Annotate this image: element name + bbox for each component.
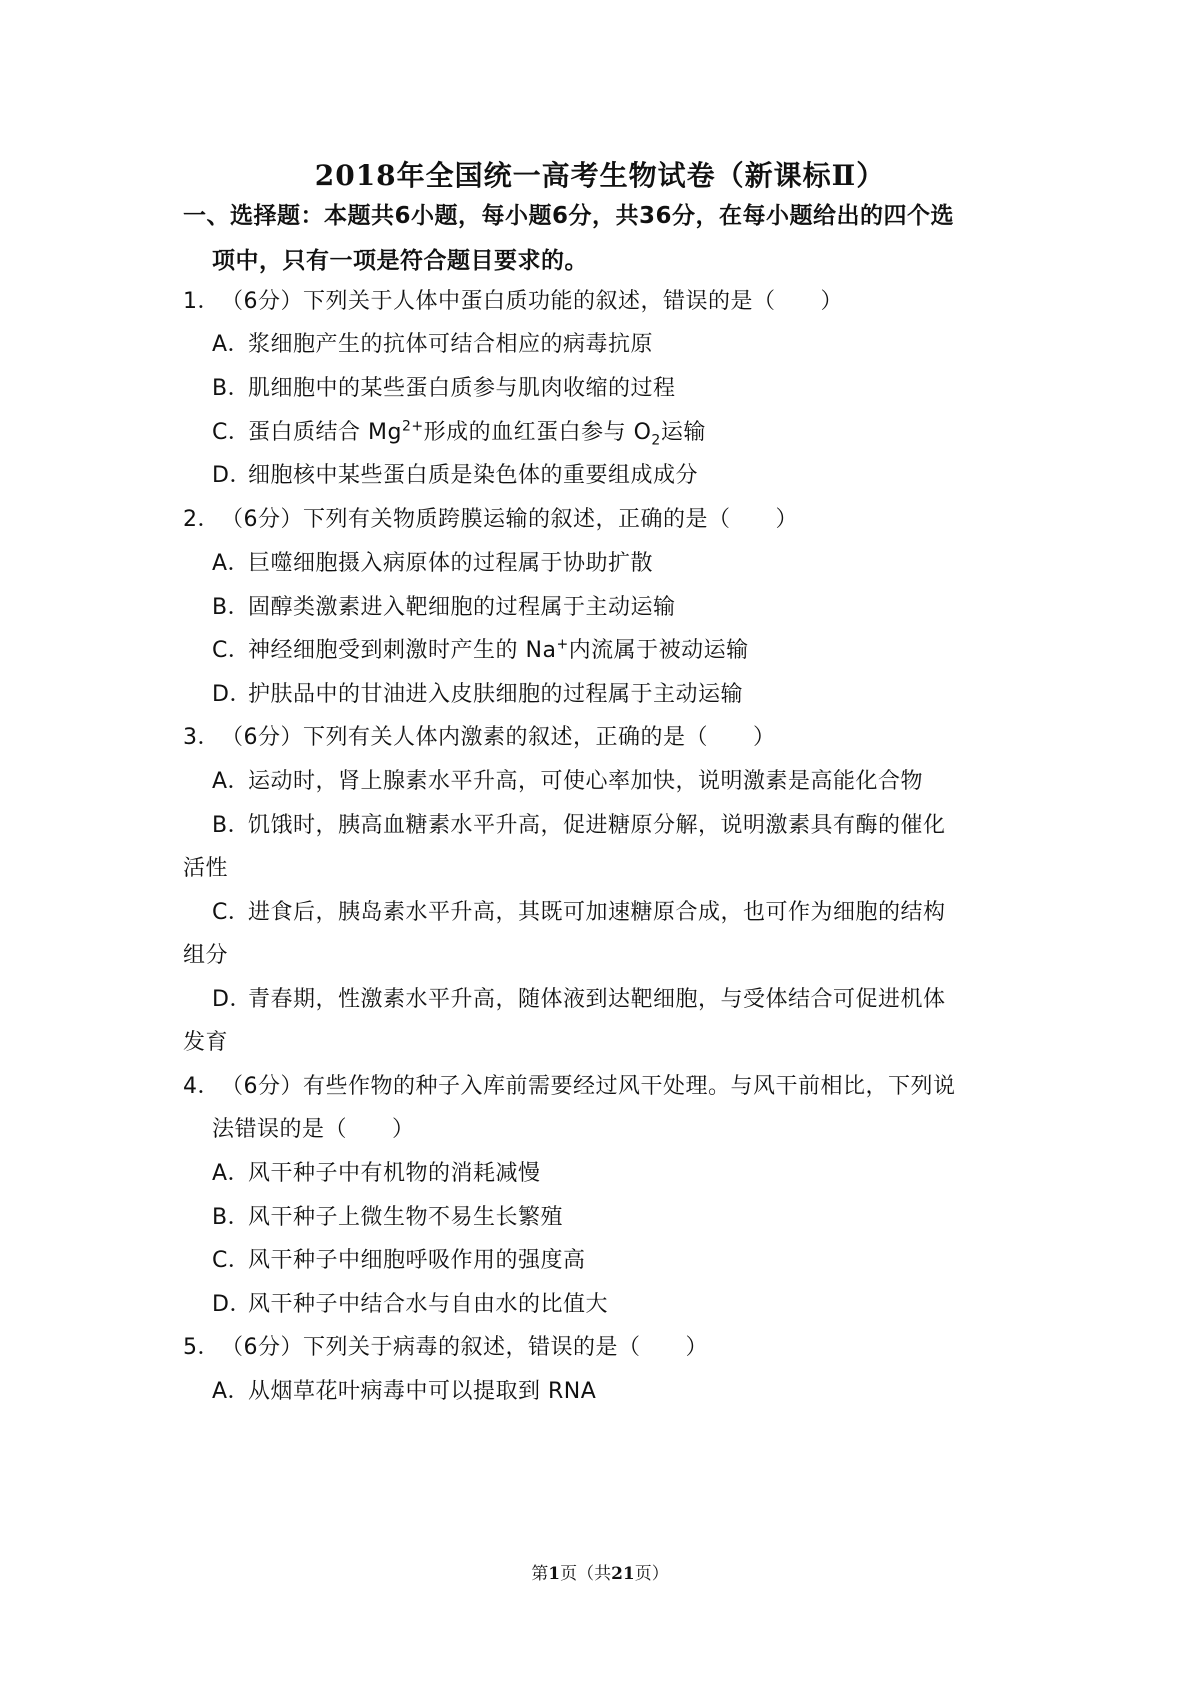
q4-option-b <box>212 1202 563 1234</box>
option-text: 饥饿时，胰高血糖素水平升高，促进糖原分解，说明激素具有酶的催化 <box>248 813 946 838</box>
option-text-pre: 神经细胞受到刺激时产生的 Na <box>248 638 557 663</box>
option-label: D． <box>212 987 252 1012</box>
option-text: 风干种子中结合水与自由水的比值大 <box>248 1292 609 1317</box>
question-3 <box>183 722 776 754</box>
option-label: C． <box>212 900 251 925</box>
question-stem: （6分）下列关于人体中蛋白质功能的叙述，错误的是（ ） <box>221 289 843 314</box>
option-label: A． <box>212 1161 251 1186</box>
question-1 <box>183 286 843 318</box>
option-text-mid: 形成的血红蛋白参与 O <box>423 420 652 445</box>
option-label: B． <box>212 376 251 401</box>
q2-option-c <box>212 635 749 667</box>
question-5 <box>183 1332 708 1364</box>
question-number: 3． <box>183 725 220 750</box>
option-label: A． <box>212 769 251 794</box>
section-heading-line-1: 一、选择题：本题共6小题，每小题6分，共36分，在每小题给出的四个选 <box>183 203 955 229</box>
option-label: C． <box>212 420 251 445</box>
q4-option-d <box>212 1289 608 1321</box>
option-text: 护肤品中的甘油进入皮肤细胞的过程属于主动运输 <box>248 682 744 707</box>
q3-option-b <box>212 810 946 842</box>
q2-option-d <box>212 679 743 711</box>
question-number: 5． <box>183 1335 220 1360</box>
question-stem: （6分）下列有关人体内激素的叙述，正确的是（ ） <box>221 725 776 750</box>
question-stem: （6分）下列关于病毒的叙述，错误的是（ ） <box>221 1335 708 1360</box>
page-footer <box>0 1562 1200 1586</box>
q3-option-d-continuation: 发育 <box>183 1030 229 1055</box>
q3-option-a <box>212 766 923 798</box>
option-text: 运动时，肾上腺素水平升高，可使心率加快，说明激素是高能化合物 <box>248 769 924 794</box>
q1-option-d <box>212 460 698 492</box>
option-label: A． <box>212 1379 251 1404</box>
footer-total-pages: 21 <box>611 1564 635 1584</box>
option-superscript: 2+ <box>401 418 424 435</box>
option-text-post: 运输 <box>660 420 706 445</box>
question-number: 1． <box>183 289 220 314</box>
option-text: 风干种子中细胞呼吸作用的强度高 <box>248 1248 586 1273</box>
footer-prefix: 第 <box>531 1564 549 1584</box>
question-4 <box>183 1071 956 1103</box>
option-label: D． <box>212 682 252 707</box>
option-text: 浆细胞产生的抗体可结合相应的病毒抗原 <box>248 332 654 357</box>
option-text: 肌细胞中的某些蛋白质参与肌肉收缩的过程 <box>248 376 676 401</box>
option-text: 进食后，胰岛素水平升高，其既可加速糖原合成，也可作为细胞的结构 <box>248 900 946 925</box>
option-text: 巨噬细胞摄入病原体的过程属于协助扩散 <box>248 551 654 576</box>
option-superscript: + <box>556 636 569 653</box>
option-label: A． <box>212 551 251 576</box>
option-text: 细胞核中某些蛋白质是染色体的重要组成成分 <box>248 463 699 488</box>
question-stem: （6分）下列有关物质跨膜运输的叙述，正确的是（ ） <box>221 507 798 532</box>
q3-option-c-continuation: 组分 <box>183 943 229 968</box>
option-text: 从烟草花叶病毒中可以提取到 RNA <box>248 1379 597 1404</box>
q5-option-a <box>212 1376 596 1408</box>
option-label: C． <box>212 1248 251 1273</box>
q4-option-c <box>212 1245 586 1277</box>
q2-option-a <box>212 548 653 580</box>
option-label: D． <box>212 1292 252 1317</box>
q1-option-b <box>212 373 676 405</box>
option-text-post: 内流属于被动运输 <box>568 638 749 663</box>
question-number: 2． <box>183 507 220 532</box>
q4-option-a <box>212 1158 541 1190</box>
option-label: C． <box>212 638 251 663</box>
footer-suffix: 页） <box>634 1564 669 1584</box>
option-text: 青春期，性激素水平升高，随体液到达靶细胞，与受体结合可促进机体 <box>248 987 946 1012</box>
footer-page-number: 1 <box>548 1564 561 1584</box>
question-stem: （6分）有些作物的种子入库前需要经过风干处理。与风干前相比，下列说 <box>221 1074 956 1099</box>
option-label: D． <box>212 463 252 488</box>
option-text: 固醇类激素进入靶细胞的过程属于主动运输 <box>248 595 676 620</box>
q2-option-b <box>212 592 676 624</box>
option-text: 风干种子上微生物不易生长繁殖 <box>248 1205 564 1230</box>
page-title: 2018年全国统一高考生物试卷（新课标Ⅱ） <box>314 159 886 192</box>
option-label: B． <box>212 1205 251 1230</box>
q3-option-d <box>212 984 946 1016</box>
option-subscript: 2 <box>651 432 661 449</box>
option-text-pre: 蛋白质结合 Mg <box>248 420 402 445</box>
q1-option-c <box>212 417 706 449</box>
footer-middle: 页（共 <box>560 1564 612 1584</box>
question-2 <box>183 504 798 536</box>
option-label: A． <box>212 332 251 357</box>
option-label: B． <box>212 595 251 620</box>
question-number: 4． <box>183 1074 220 1099</box>
question-4-stem-continuation: 法错误的是（ ） <box>212 1117 415 1142</box>
section-heading-line-2: 项中，只有一项是符合题目要求的。 <box>212 248 588 274</box>
q1-option-a <box>212 329 653 361</box>
option-label: B． <box>212 813 251 838</box>
q3-option-c <box>212 897 946 929</box>
option-text: 风干种子中有机物的消耗减慢 <box>248 1161 541 1186</box>
q3-option-b-continuation: 活性 <box>183 856 229 881</box>
